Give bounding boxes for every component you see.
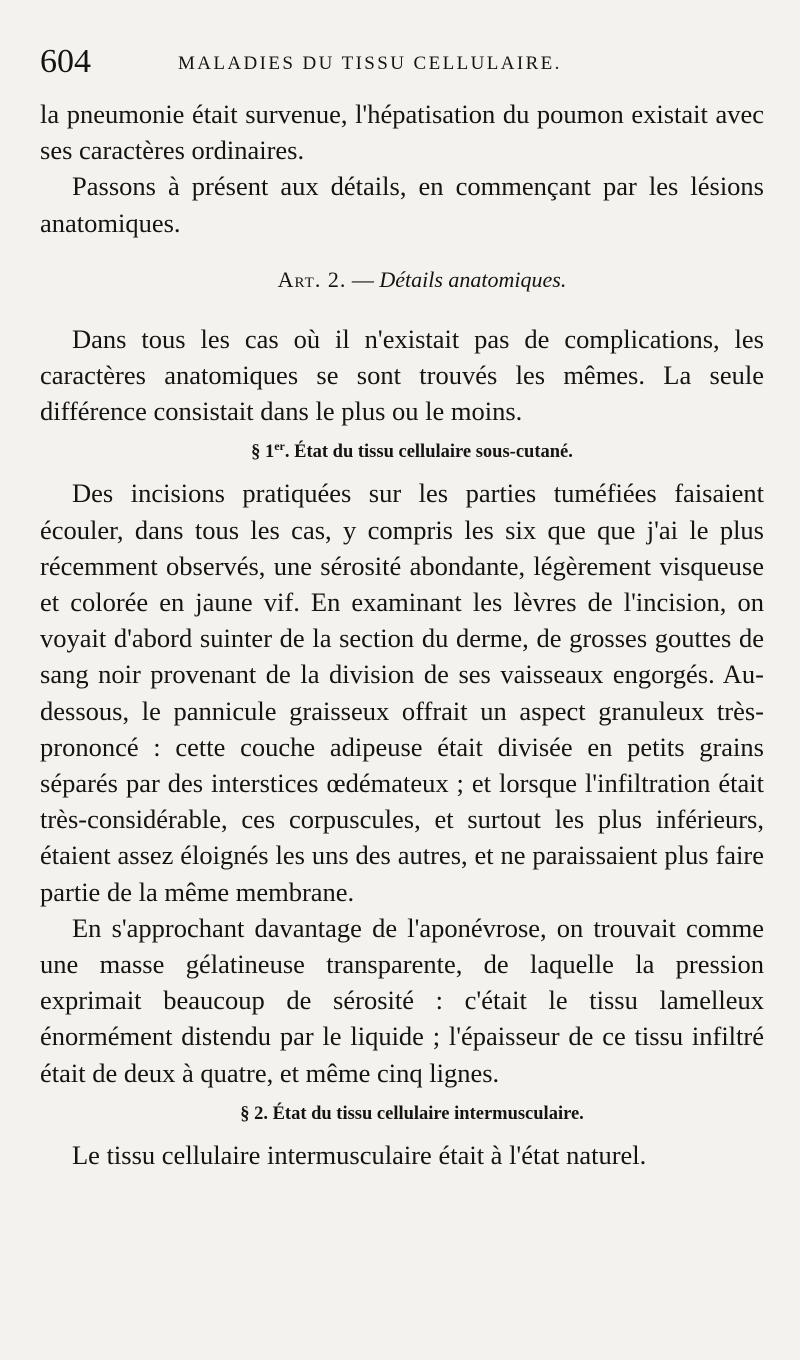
- paragraph: Des incisions pratiquées sur les parties tuméfiées faisaient écouler, dans tous les cas, y compris les six que que j'ai le plus récemment observés, une sérosité abondante, légèrement visqueuse et colorée en jaune vif. En examinant les lèvres de l'incision, on voyait d'abord suinter de la section du derme, de grosses gouttes de sang noir provenant de la division de ses vaisseaux engorgés. Au-dessous, le pannicule graisseux offrait un aspect granuleux très-prononcé : cette couche adipeuse était divisée en petits grains séparés par des interstices œdémateux ; et lorsque l'infiltration était très-considérable, ces corpuscules, et surtout les plus inférieurs, étaient assez éloignés les uns des autres, et ne paraissaient plus faire partie de la même membrane.: [40, 478, 764, 907]
- article-heading: [80, 265, 764, 295]
- page-number: 604: [40, 43, 91, 80]
- article-label: Art. 2.: [277, 266, 347, 292]
- running-head: MALADIES DU TISSU CELLULAIRE.: [178, 53, 562, 74]
- paragraph: Le tissu cellulaire intermusculaire était à l'état naturel.: [72, 1139, 647, 1170]
- paragraph-continuation: la pneumonie était survenue, l'hépatisation du poumon existait avec ses caractères ordinaires.: [40, 99, 764, 166]
- section-1-title: . État du tissu cellulaire sous-cutané.: [284, 442, 573, 463]
- section-1-text: [40, 475, 764, 1090]
- page-header: [40, 38, 764, 96]
- section-2-text: [40, 1137, 764, 1173]
- paragraph: En s'approchant davantage de l'aponévrose, on trouvait comme une masse gélatineuse transparente, de laquelle la pression exprimait beaucoup de sérosité : c'était le tissu lamelleux énormément distendu par le liquide ; l'épaisseur de ce tissu infiltré était de deux à quatre, et même cinq lignes.: [40, 912, 764, 1088]
- article-title: Détails anatomiques.: [379, 266, 567, 292]
- paragraph: Dans tous les cas où il n'existait pas de complications, les caractères anatomiques se sont trouvés les mêmes. La seule différence consistait dans le plus ou le moins.: [40, 323, 764, 427]
- paragraph: Passons à présent aux détails, en commençant par les lésions anatomiques.: [40, 171, 764, 238]
- article-text: [40, 321, 764, 430]
- intro-text: [40, 96, 764, 241]
- section-1-mark: § 1: [251, 442, 275, 463]
- section-1-superscript: er: [274, 439, 285, 454]
- section-1-heading: [60, 439, 764, 465]
- article-dash: —: [351, 266, 374, 292]
- section-2-heading: [60, 1101, 764, 1127]
- section-2-title: § 2. État du tissu cellulaire intermusculaire.: [240, 1103, 584, 1124]
